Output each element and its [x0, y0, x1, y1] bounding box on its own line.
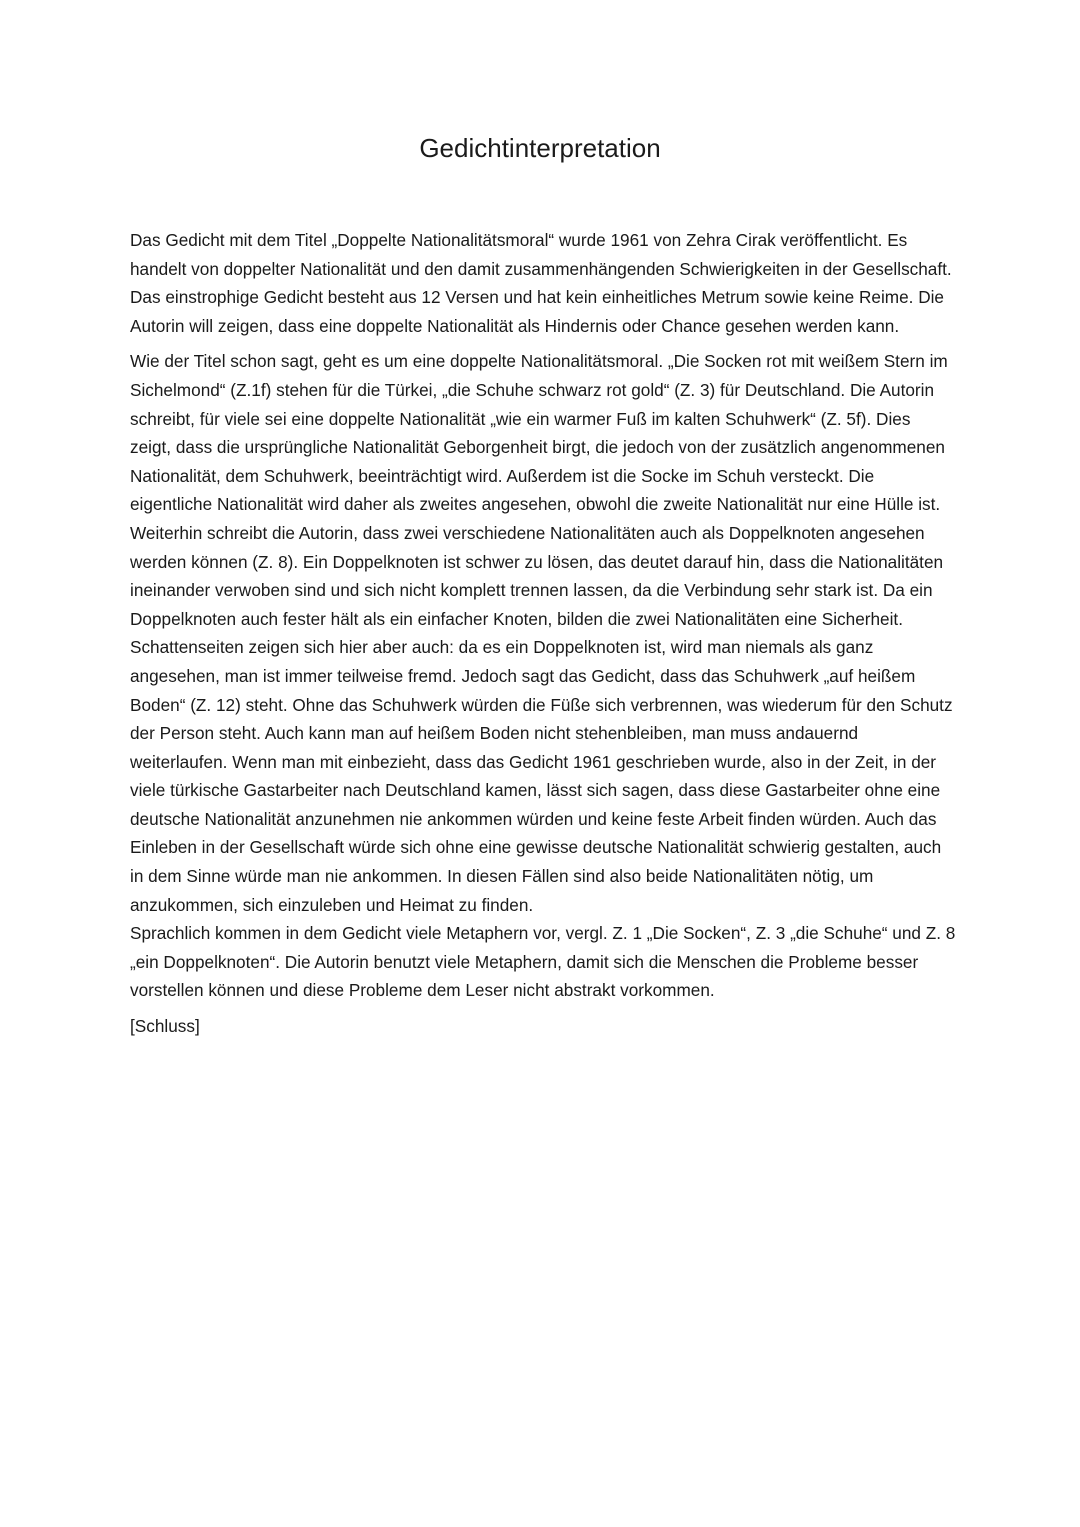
paragraph-analysis: Wie der Titel schon sagt, geht es um eine doppelte Nationalitätsmoral. „Die Socken rot mit weißem Stern im Sichelmond“ (Z.1f) stehen für die Türkei, „die Schuhe schwarz rot gold“ (Z. 3) für Deutschland. Die Autorin schreibt, für viele sei eine doppelte Nationalität „wie ein warmer Fuß im kalten Schuhwerk“ (Z. 5f). Dies zeigt, dass die ursprüngliche Nationalität Geborgenheit birgt, die jedoch von der zusätzlich angenommenen Nationalität, dem Schuhwerk, beeinträchtigt wird. Außerdem ist die Socke im Schuh versteckt. Die eigentliche Nationalität wird daher als zweites angesehen, obwohl die zweite Nationalität nur eine Hülle ist. Weiterhin schreibt die Autorin, dass zwei verschiedene Nationalitäten auch als Doppelknoten angesehen werden können (Z. 8). Ein Doppelknoten ist schwer zu lösen, das deutet darauf hin, dass die Nationalitäten ineinander verwoben sind und sich nicht komplett trennen lassen, da die Verbindung sehr stark ist. Da ein Doppelknoten auch fester hält als ein einfacher Knoten, bilden die zwei Nationalitäten eine Sicherheit. Schattenseiten zeigen sich hier aber auch: da es ein Doppelknoten ist, wird man niemals als ganz angesehen, man ist immer teilweise fremd. Jedoch sagt das Gedicht, dass das Schuhwerk „auf heißem Boden“ (Z. 12) steht. Ohne das Schuhwerk würden die Füße sich verbrennen, was wiederum für den Schutz der Person steht. Auch kann man auf heißem Boden nicht stehenbleiben, man muss andauernd weiterlaufen. Wenn man mit einbezieht, dass das Gedicht 1961 geschrieben wurde, also in der Zeit, in der viele türkische Gastarbeiter nach Deutschland kamen, lässt sich sagen, dass diese Gastarbeiter ohne eine deutsche Nationalität anzunehmen nie ankommen würden und keine feste Arbeit finden würden. Auch das Einleben in der Gesellschaft würde sich ohne eine gewisse deutsche Nationalität schwierig gestalten, auch in dem Sinne würde man nie ankommen. In diesen Fällen sind also beide Nationalitäten nötig, um anzukommen, sich einzuleben und Heimat zu finden.: [130, 351, 953, 915]
document-body: [130, 226, 956, 1041]
page-title: Gedichtinterpretation: [419, 133, 661, 163]
paragraph-introduction: Das Gedicht mit dem Titel „Doppelte Nationalitätsmoral“ wurde 1961 von Zehra Cirak veröffentlicht. Es handelt von doppelter Nationalität und den damit zusammenhängenden Schwierigkeiten in der Gesellschaft. Das einstrophige Gedicht besteht aus 12 Versen und hat kein einheitliches Metrum sowie keine Reime. Die Autorin will zeigen, dass eine doppelte Nationalität als Hindernis oder Chance gesehen werden kann.: [130, 230, 952, 336]
paragraph-closing: [Schluss]: [130, 1016, 200, 1037]
paragraph-language: Sprachlich kommen in dem Gedicht viele Metaphern vor, vergl. Z. 1 „Die Socken“, Z. 3 „die Schuhe“ und Z. 8 „ein Doppelknoten“. Die Autorin benutzt viele Metaphern, damit sich die Menschen die Probleme besser vorstellen können und diese Probleme dem Leser nicht abstrakt vorkommen.: [130, 923, 956, 1001]
